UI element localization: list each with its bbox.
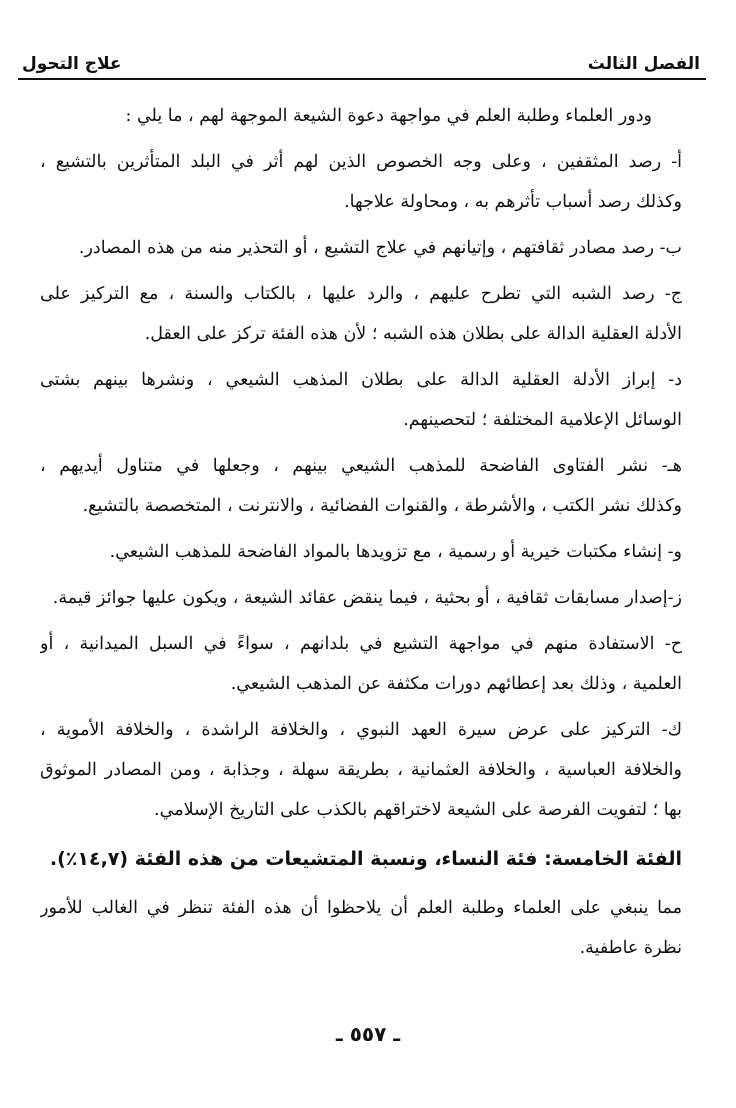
section-heading: الفئة الخامسة: فئة النساء، ونسبة المتشيعات من هذه الفئة (١٤,٧٪). [49, 848, 682, 870]
closing-line-1: مما ينبغي على العلماء وطلبة العلم أن يلاحظوا أن هذه الفئة تنظر في الغالب للأمور [40, 898, 682, 918]
item-kaf-line-1: ك- التركيز على عرض سيرة العهد النبوي ، والخلافة الراشدة ، والخلافة الأموية ، [40, 720, 682, 740]
item-ha-line-2: وكذلك نشر الكتب ، والأشرطة ، والقنوات الفضائية ، والانترنت ، المتخصصة بالتشيع. [82, 496, 682, 516]
item-zay-line-1: ز-إصدار مسابقات ثقافية ، أو بحثية ، فيما ينقض عقائد الشيعة ، ويكون عليها جوائز قيمة. [52, 588, 682, 608]
item-ha2-line-1: ح- الاستفادة منهم في مواجهة التشيع في بلدانهم ، سواءً في السبل الميدانية ، أو [40, 634, 682, 654]
item-dal-line-1: د- إبراز الأدلة العقلية الدالة على بطلان المذهب الشيعي ، ونشرها بينهم بشتى [40, 370, 682, 390]
item-ba-line-1: ب- رصد مصادر ثقافتهم ، وإتيانهم في علاج التشيع ، أو التحذير منه من هذه المصادر. [78, 238, 682, 258]
item-ha-line-1: هـ- نشر الفتاوى الفاضحة للمذهب الشيعي بينهم ، وجعلها في متناول أيديهم ، [40, 456, 682, 476]
closing-line-2: نظرة عاطفية. [579, 938, 682, 958]
item-kaf-line-2: والخلافة العباسية ، والخلافة العثمانية ، بطريقة سهلة ، وجذابة ، ومن المصادر الموثوق [40, 760, 682, 780]
item-alif-line-1: أ- رصد المثقفين ، وعلى وجه الخصوص الذين لهم أثر في البلد المتأثرين بالتشيع ، [40, 152, 682, 172]
page-number: ـ ٥٥٧ ـ [335, 1022, 401, 1046]
page-body [40, 96, 682, 968]
running-header [22, 44, 700, 74]
item-jim-line-2: الأدلة العقلية الدالة على بطلان هذه الشبه ؛ لأن هذه الفئة تركز على العقل. [144, 324, 682, 344]
item-jim-line-1: ج- رصد الشبه التي تطرح عليهم ، والرد عليها ، بالكتاب والسنة ، مع التركيز على [40, 284, 682, 304]
item-waw-line-1: و- إنشاء مكتبات خيرية أو رسمية ، مع تزويدها بالمواد الفاضحة للمذهب الشيعي. [109, 542, 682, 562]
section-title: علاج التحول [22, 54, 122, 74]
item-dal-line-2: الوسائل الإعلامية المختلفة ؛ لتحصينهم. [403, 410, 682, 430]
header-divider [18, 78, 706, 80]
chapter-title: الفصل الثالث [587, 54, 700, 74]
intro-line: ودور العلماء وطلبة العلم في مواجهة دعوة الشيعة الموجهة لهم ، ما يلي : [125, 106, 652, 126]
item-alif-line-2: وكذلك رصد أسباب تأثرهم به ، ومحاولة علاجها. [344, 192, 682, 212]
item-ha2-line-2: العلمية ، وذلك بعد إعطائهم دورات مكثفة عن المذهب الشيعي. [230, 674, 682, 694]
item-kaf-line-3: بها ؛ لتفويت الفرصة على الشيعة لاختراقهم بالكذب على التاريخ الإسلامي. [154, 800, 682, 820]
